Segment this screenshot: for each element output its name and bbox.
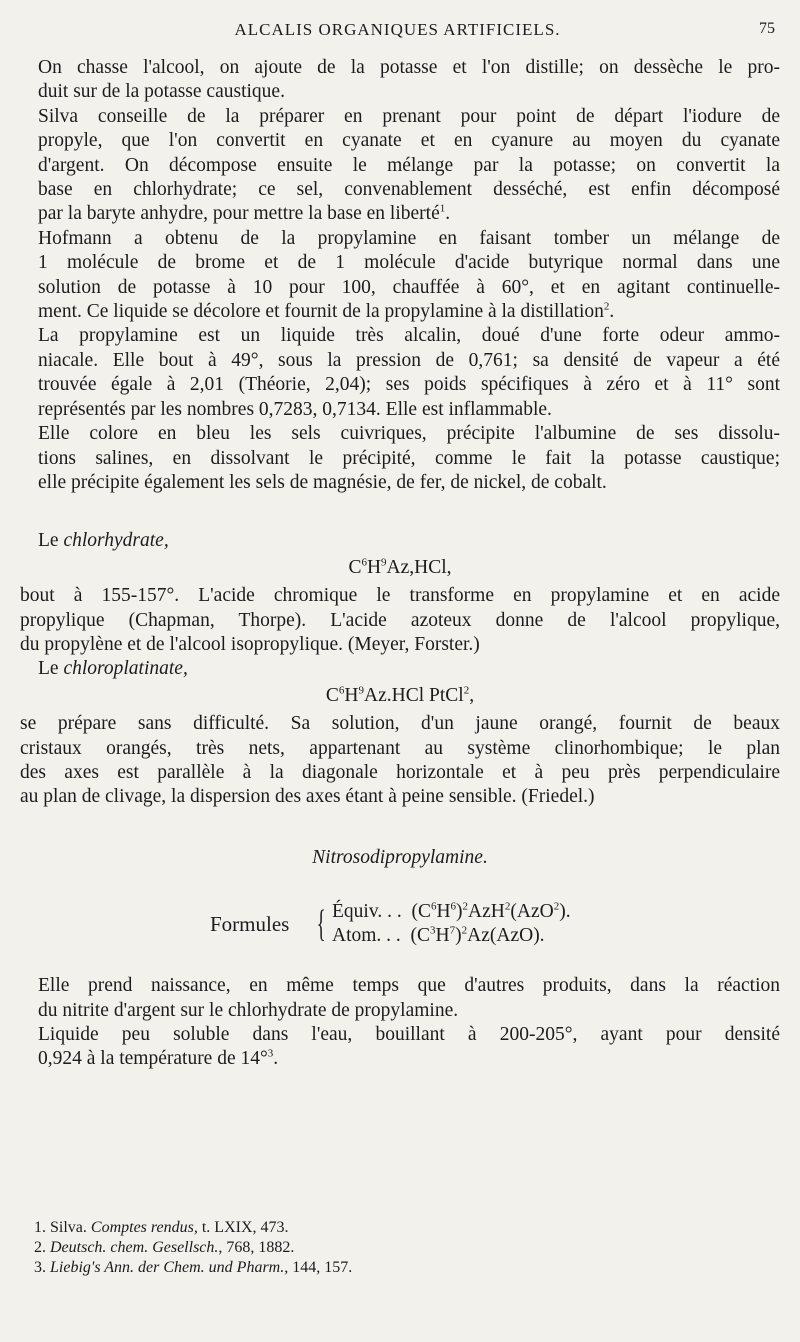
text-line: des axes est parallèle à la diagonale horizontale et à peu près perpendiculaire xyxy=(20,761,780,783)
formula-chloroplatinate: $C^6H^9Az.HCl$ PtCl$^2$, xyxy=(325,684,475,706)
paragraph-2 xyxy=(20,105,780,227)
text-line: cristaux orangés, très nets, appartenant au système clinorhombique; le plan xyxy=(20,737,780,759)
text-line: trouvée égale à 2,01 (Théorie, 2,04); ses poids spécifiques à zéro et à 11° sont xyxy=(38,374,780,396)
text-line: propyle, que l'on convertit en cyanate et en cyanure au moyen du cyanate xyxy=(38,130,780,152)
text-line: On chasse l'alcool, on ajoute de la potasse et l'on distille; on dessèche le pro- xyxy=(38,57,780,78)
paragraph-3 xyxy=(20,227,780,325)
text-line: niacale. Elle bout à 49°, sous la pression de 0,761; sa densité de vapeur a été xyxy=(38,349,780,371)
text-line: Elle colore en bleu les sels cuivriques, précipite l'albumine de ses dissolu- xyxy=(38,423,780,445)
text-line: Le xyxy=(38,530,59,552)
text-line: solution de potasse à 10 pour 100, chauffée à 60°, et en agitant continuelle- xyxy=(38,276,780,298)
text-line: se prépare sans difficulté. Sa solution, d'un jaune orangé, fournit de beaux xyxy=(20,713,780,735)
text-line: du nitrite d'argent sur le chlorhydrate de propylamine. xyxy=(38,999,459,1021)
footnotes xyxy=(34,1218,352,1278)
footnote-ref: 2 xyxy=(603,300,610,313)
text-line: du propylène et de l'alcool isopropylique. (Meyer, Forster.) xyxy=(20,633,480,655)
text-line: 1 molécule de brome et de 1 molécule d'acide butyrique normal dans une xyxy=(38,252,780,274)
text-line: Le xyxy=(38,658,59,680)
paragraph-9 xyxy=(20,712,780,810)
text-line: tions salines, en dissolvant le précipité, comme le fait la potasse caustique; xyxy=(38,447,780,469)
footnote-ref: 3 xyxy=(267,1047,274,1060)
paragraph-1 xyxy=(20,56,780,105)
text-line: La propylamine est un liquide très alcalin, doué d'une forte odeur ammo- xyxy=(38,325,780,347)
text-line: propylique (Chapman, Thorpe). L'acide azoteux donne de l'alcool propylique, xyxy=(20,609,780,631)
text-line: elle précipite également les sels de magnésie, de fer, de nickel, de cobalt. xyxy=(38,471,607,493)
text-line: Hofmann a obtenu de la propylamine en faisant tomber un mélange de xyxy=(38,227,780,249)
page-number: 75 xyxy=(759,20,775,37)
footnote-1: 1. Silva. Comptes rendus, t. LXIX, 473. xyxy=(34,1219,289,1236)
formula-equiv: Équiv. . . $(C^6H^6)^2AzH^2(AzO^2)$. xyxy=(332,900,571,923)
paragraph-11 xyxy=(20,1023,780,1072)
text-line: au plan de clivage, la dispersion des axes étant à peine sensible. (Friedel.) xyxy=(20,786,595,808)
formules-label: Formules xyxy=(210,912,290,937)
text-line: d'argent. On décompose ensuite le mélange par la potasse; on convertit la xyxy=(38,154,780,176)
text-line: base en chlorhydrate; ce sel, convenablement desséché, est enfin décomposé xyxy=(38,179,780,201)
chlorhydrate-intro xyxy=(20,529,780,553)
footnote-2: 2. Deutsch. chem. Gesellsch., 768, 1882. xyxy=(34,1239,295,1256)
text-line: duit sur de la potasse caustique. xyxy=(38,81,285,103)
text-line: par la baryte anhydre, pour mettre la base en liberté$^1$. xyxy=(38,202,451,225)
running-head: ALCALIS ORGANIQUES ARTIFICIELS. xyxy=(234,20,561,39)
paragraph-5 xyxy=(20,422,780,495)
paragraph-7 xyxy=(20,584,780,657)
text-line: représentés par les nombres 0,7283, 0,7134. Elle est inflammable. xyxy=(38,398,552,420)
page-header xyxy=(20,20,775,44)
term-italic: chloroplatinate, xyxy=(63,658,188,680)
text-line: Silva conseille de la préparer en prenant pour point de départ l'iodure de xyxy=(38,105,780,127)
section-subtitle: Nitrosodipropylamine. xyxy=(312,846,488,868)
paragraph-4 xyxy=(20,324,780,422)
page-body xyxy=(20,56,780,1072)
term-italic: chlorhydrate, xyxy=(63,530,169,552)
footnote-ref: 1 xyxy=(439,202,446,215)
text-line: bout à 155-157°. L'acide chromique le transforme en propylamine et en acide xyxy=(20,585,780,607)
formula-atom: Atom. . . $(C^3H^7)^2Az(AzO)$. xyxy=(332,924,545,947)
chloroplatinate-intro xyxy=(20,657,780,681)
text-line: Elle prend naissance, en même temps que d'autres produits, dans la réaction xyxy=(38,975,780,997)
text-line: 0,924 à la température de 14°$^3$. xyxy=(38,1047,279,1070)
paragraph-10 xyxy=(20,974,780,1023)
text-line: Liquide peu soluble dans l'eau, bouillant à 200-205°, ayant pour densité xyxy=(38,1024,780,1045)
formula-chlorhydrate: $C^6H^9Az,HCl$, xyxy=(348,556,452,578)
brace: { xyxy=(316,903,326,946)
text-line: ment. Ce liquide se décolore et fournit de la propylamine à la distillation$^2$. xyxy=(38,300,615,323)
footnote-3: 3. Liebig's Ann. der Chem. und Pharm., 144, 157. xyxy=(34,1259,353,1276)
formules-block xyxy=(20,900,780,950)
